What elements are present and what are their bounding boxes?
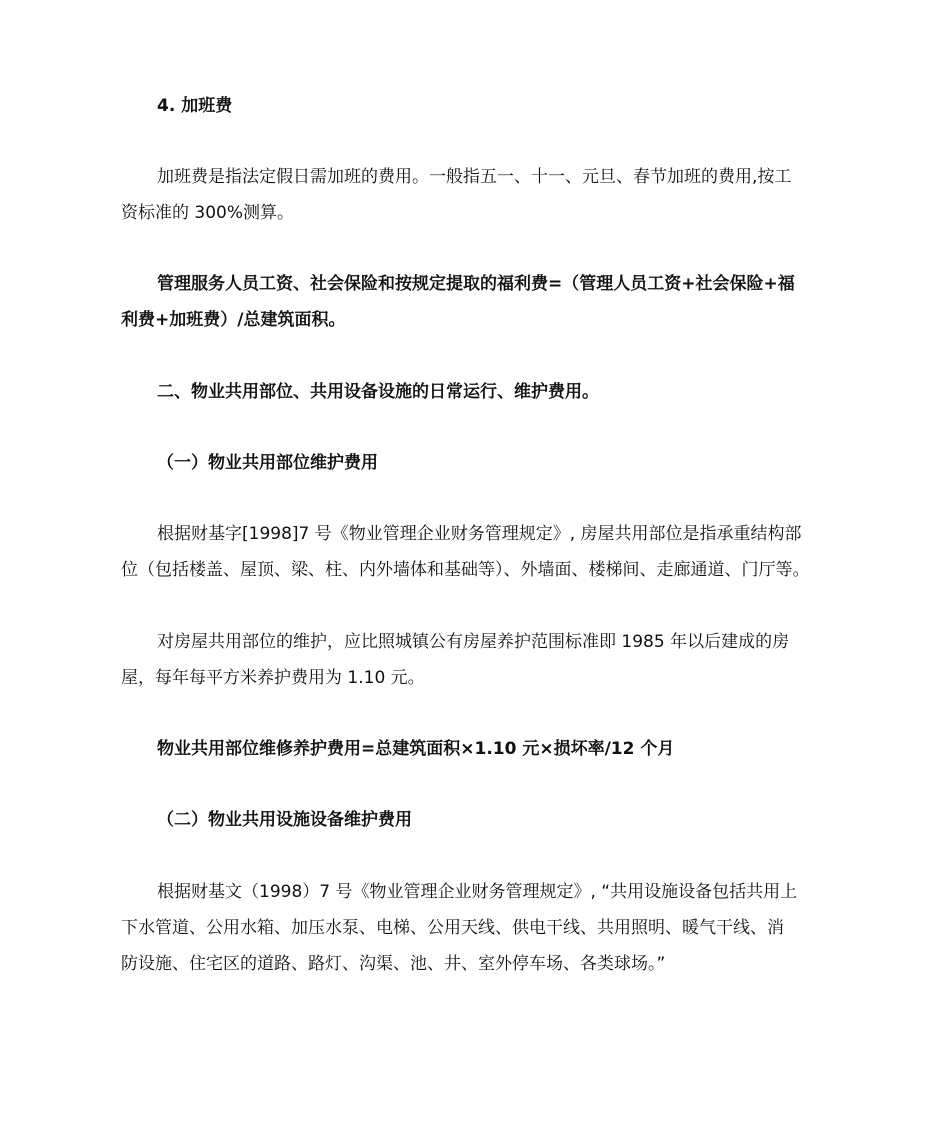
subsection-2-paragraph-line-1: 根据财基文（1998）7 号《物业管理企业财务管理规定》, “共用设施设备包括共用上 — [157, 882, 798, 902]
subsection-1-heading: （一）物业共用部位维护费用 — [157, 453, 378, 473]
overtime-paragraph-line-2: 资标准的 300%测算。 — [121, 203, 295, 223]
subsection-1-paragraph-line-1: 根据财基字[1998]7 号《物业管理企业财务管理规定》, 房屋共用部位是指承重结构部 — [157, 524, 802, 544]
subsection-2-paragraph-line-3: 防设施、住宅区的道路、路灯、沟渠、池、井、室外停车场、各类球场。” — [121, 954, 666, 974]
subsection-1-paragraph-line-2: 位（包括楼盖、屋顶、梁、柱、内外墙体和基础等）、外墙面、楼梯间、走廊通道、门厅等。 — [121, 560, 810, 580]
subsection-2-paragraph-line-2: 下水管道、公用水箱、加压水泵、电梯、公用天线、供电干线、共用照明、暖气干线、消 — [121, 918, 784, 938]
subsection-2-heading: （二）物业共用设施设备维护费用 — [157, 810, 412, 830]
salary-formula-line-1: 管理服务人员工资、社会保险和按规定提取的福利费=（管理人员工资+社会保险+福 — [157, 274, 795, 294]
common-parts-formula: 物业共用部位维修养护费用=总建筑面积×1.10 元×损坏率/12 个月 — [157, 739, 675, 759]
salary-formula-line-2: 利费+加班费）/总建筑面积。 — [121, 310, 346, 330]
section-4-heading: 4. 加班费 — [157, 96, 233, 116]
subsection-1-paragraph2-line-1: 对房屋共用部位的维护，应比照城镇公有房屋养护范围标准即 1985 年以后建成的房 — [157, 632, 790, 652]
overtime-paragraph-line-1: 加班费是指法定假日需加班的费用。一般指五一、十一、元旦、春节加班的费用,按工 — [157, 167, 792, 187]
subsection-1-paragraph2-line-2: 屋，每年每平方米养护费用为 1.10 元。 — [121, 668, 425, 688]
section-2-heading: 二、物业共用部位、共用设备设施的日常运行、维护费用。 — [157, 382, 599, 402]
